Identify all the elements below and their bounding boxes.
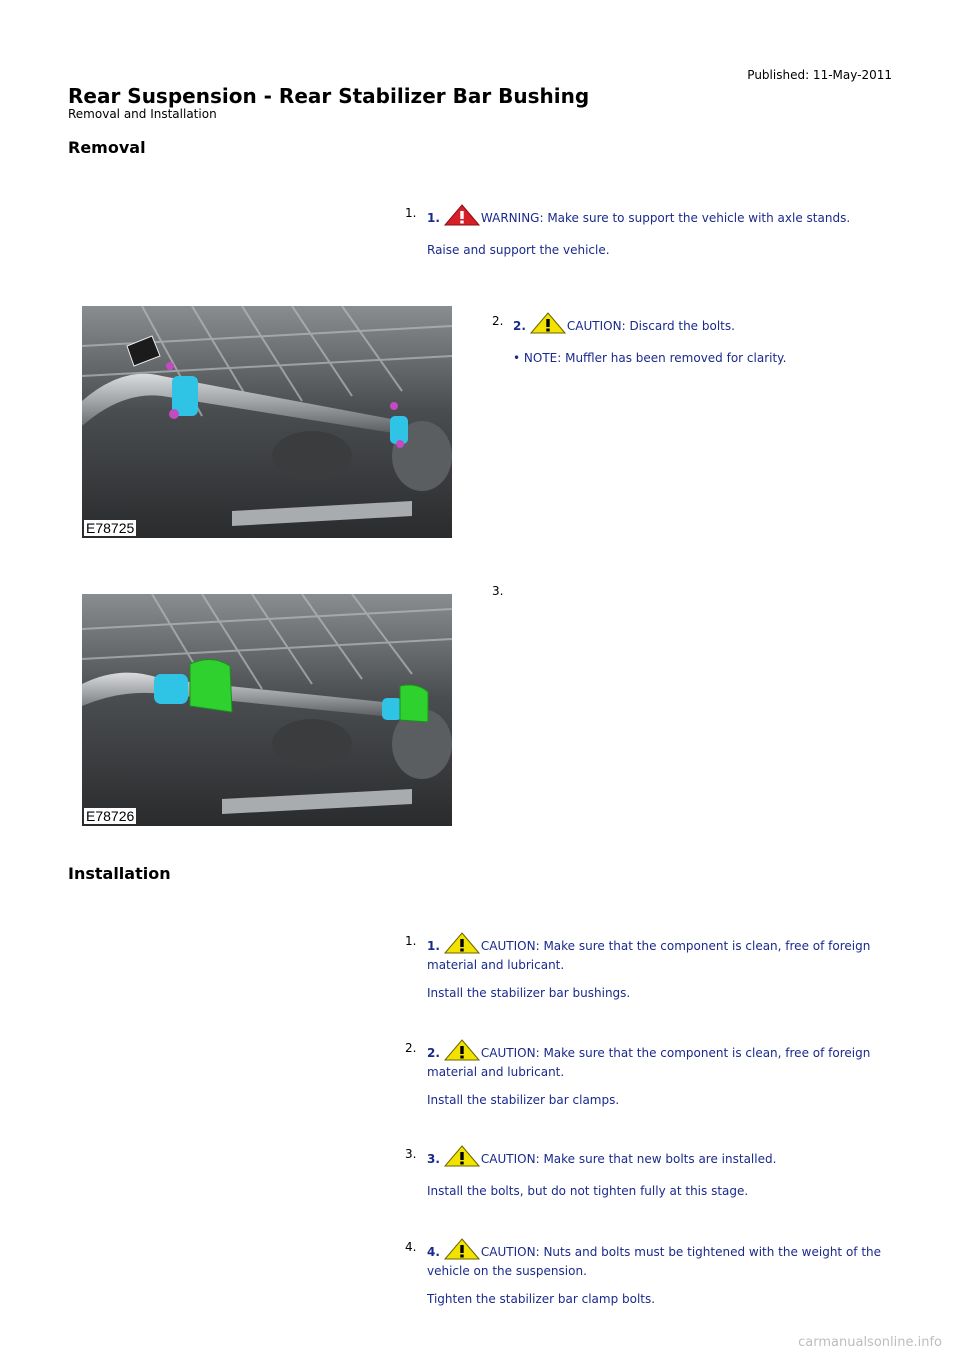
caution-icon: [530, 312, 566, 338]
caution-text: CAUTION: Make sure that the component is clean, free of foreign material and lubricant.: [427, 1046, 871, 1079]
step-ref: 3.: [427, 1152, 440, 1166]
step-ref: 4.: [427, 1245, 440, 1259]
removal-step-3-number: 3.: [492, 584, 504, 598]
figure-e78726: [82, 594, 452, 826]
installation-step-4-number: 4.: [405, 1240, 417, 1254]
figure-label: E78726: [86, 808, 135, 824]
caution-icon: [444, 1145, 480, 1171]
warning-text: WARNING: Make sure to support the vehicle with axle stands.: [480, 211, 851, 225]
step-ref: 1.: [427, 939, 440, 953]
removal-heading: Removal: [68, 138, 146, 157]
instruction-text: Install the stabilizer bar clamps.: [427, 1093, 620, 1107]
removal-step-1: [427, 204, 887, 258]
caution-text: CAUTION: Discard the bolts.: [566, 319, 735, 333]
caution-icon: [444, 1238, 480, 1264]
instruction-text: Install the bolts, but do not tighten fully at this stage.: [427, 1184, 749, 1198]
installation-step-2: [427, 1039, 887, 1108]
instruction-text: Raise and support the vehicle.: [427, 243, 610, 257]
step-ref: 2.: [513, 319, 526, 333]
installation-step-3: [427, 1145, 887, 1199]
installation-step-2-number: 2.: [405, 1041, 417, 1055]
installation-step-1-number: 1.: [405, 934, 417, 948]
installation-step-3-number: 3.: [405, 1147, 417, 1161]
step-ref: 1.: [427, 211, 440, 225]
removal-step-2: [513, 312, 893, 366]
installation-heading: Installation: [68, 864, 171, 883]
page-subtitle: Removal and Installation: [68, 107, 217, 121]
published-date: Published: 11-May-2011: [747, 68, 892, 82]
caution-text: CAUTION: Make sure that new bolts are installed.: [480, 1152, 777, 1166]
caution-icon: [444, 932, 480, 958]
step-ref: 2.: [427, 1046, 440, 1060]
caution-text: CAUTION: Make sure that the component is clean, free of foreign material and lubricant.: [427, 939, 871, 972]
installation-step-1: [427, 932, 887, 1001]
figure-e78725: [82, 306, 452, 538]
installation-step-4: [427, 1238, 887, 1307]
removal-step-2-number: 2.: [492, 314, 504, 328]
page-title: Rear Suspension - Rear Stabilizer Bar Bushing: [68, 84, 590, 108]
warning-icon: [444, 204, 480, 230]
caution-text: CAUTION: Nuts and bolts must be tightened with the weight of the vehicle on the suspension.: [427, 1245, 882, 1278]
note-text: • NOTE: Muffler has been removed for clarity.: [513, 351, 787, 365]
figure-label: E78725: [86, 520, 135, 536]
watermark: carmanualsonline.info: [798, 1335, 942, 1350]
instruction-text: Tighten the stabilizer bar clamp bolts.: [427, 1292, 656, 1306]
instruction-text: Install the stabilizer bar bushings.: [427, 986, 631, 1000]
caution-icon: [444, 1039, 480, 1065]
removal-step-1-number: 1.: [405, 206, 417, 220]
